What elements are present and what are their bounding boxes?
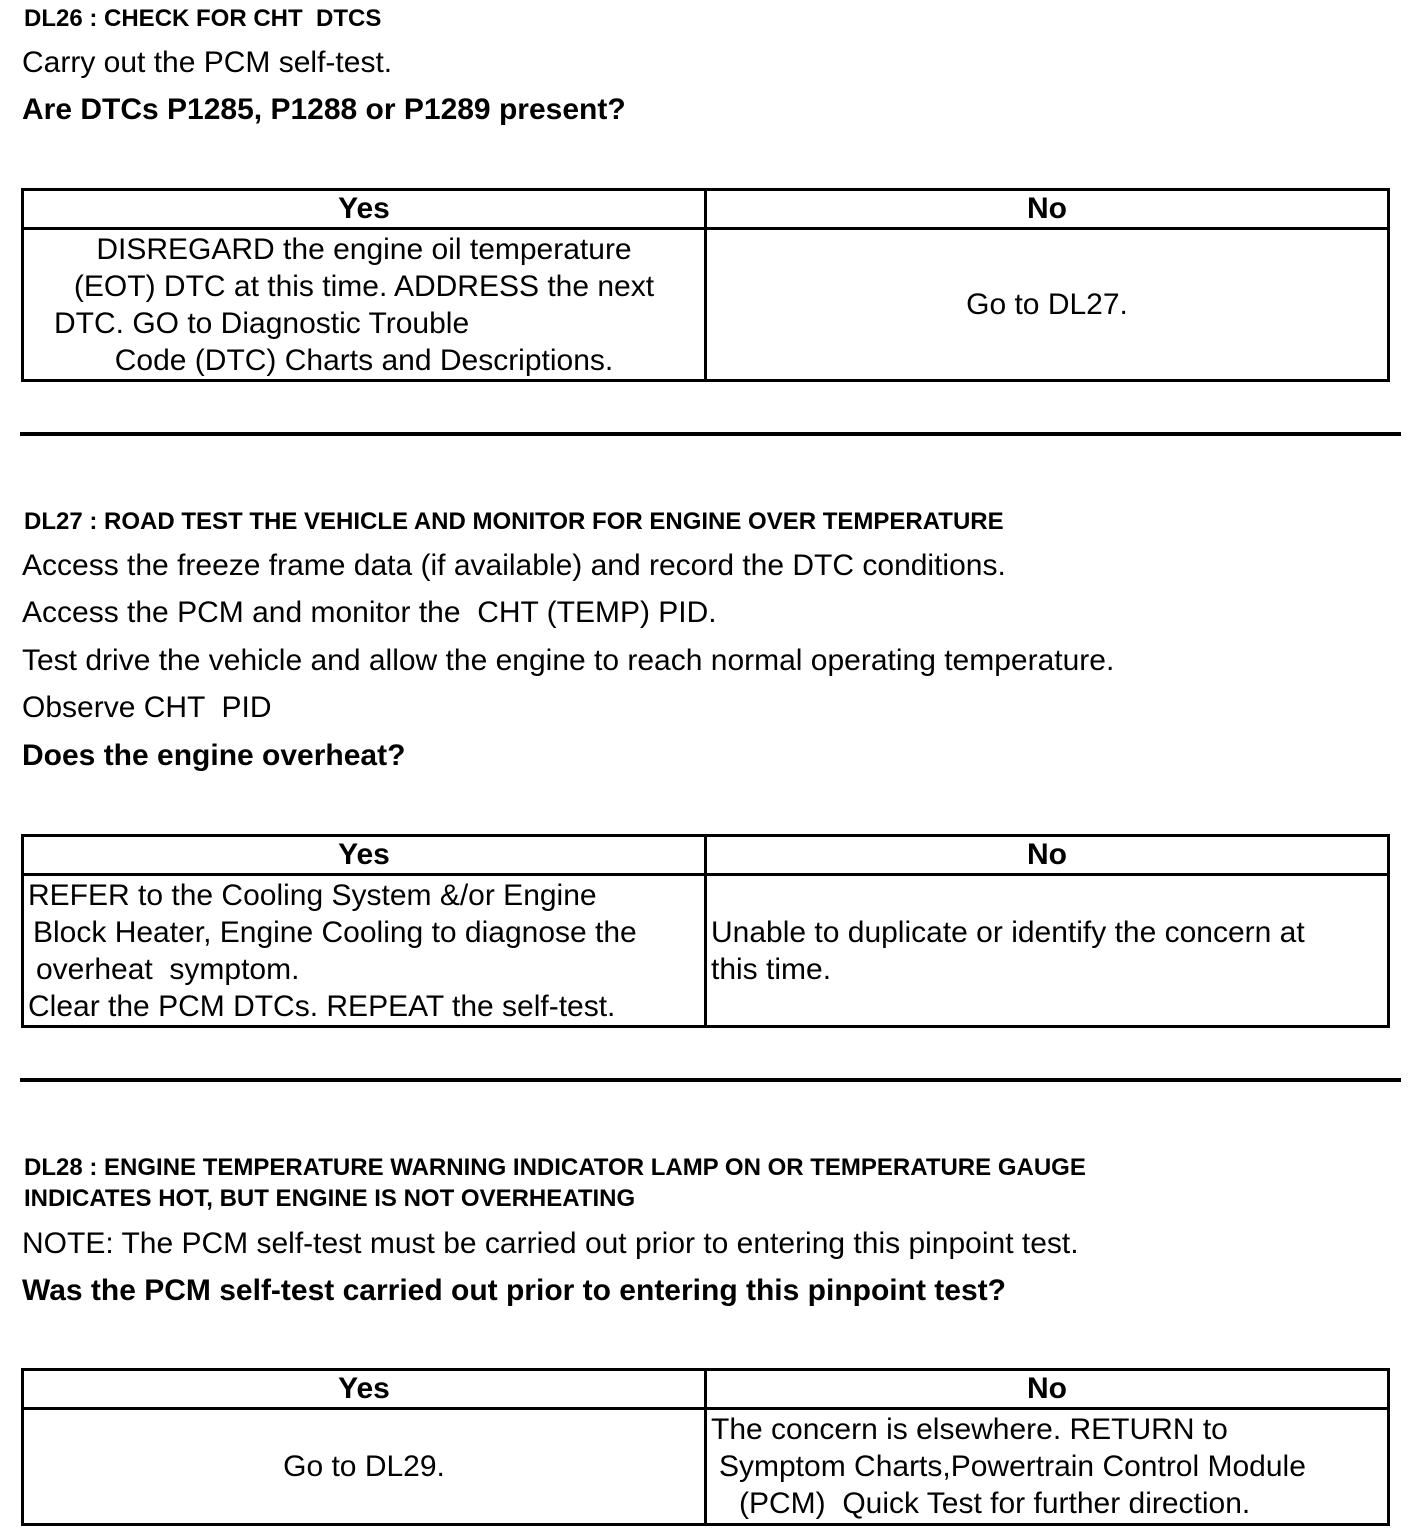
dl28-title-line-2: INDICATES HOT, BUT ENGINE IS NOT OVERHEATING <box>24 1185 636 1212</box>
dl27-no-line-2: this time. <box>711 952 832 986</box>
dl27-no-line-1: Unable to duplicate or identify the concern at <box>711 915 1305 949</box>
dl28-no-cell <box>706 1409 1389 1525</box>
dl26-no-cell <box>706 229 1389 381</box>
dl28-question: Was the PCM self-test carried out prior to entering this pinpoint test? <box>22 1274 1006 1307</box>
section-divider <box>20 432 1401 436</box>
dl26-no-header: No <box>706 190 1389 229</box>
dl28-no-line-2: Symptom Charts,Powertrain Control Module <box>719 1450 1306 1483</box>
dl28-yes-line-1: Go to DL29. <box>283 1450 445 1483</box>
dl27-title: DL27 : ROAD TEST THE VEHICLE AND MONITOR FOR ENGINE OVER TEMPERATURE <box>24 508 1004 535</box>
section-divider <box>20 1078 1401 1082</box>
dl28-yes-cell <box>23 1409 706 1525</box>
dl26-instruction: Carry out the PCM self-test. <box>22 46 393 79</box>
dl26-yes-header: Yes <box>23 190 706 229</box>
dl27-instruction-4: Observe CHT PID <box>22 691 272 724</box>
dl27-instruction-3: Test drive the vehicle and allow the engine to reach normal operating temperature. <box>22 644 1115 677</box>
dl27-instruction-1: Access the freeze frame data (if available) and record the DTC conditions. <box>22 549 1006 582</box>
dl27-yes-cell <box>23 875 706 1027</box>
dl26-yes-line-2: (EOT) DTC at this time. ADDRESS the next <box>73 269 655 303</box>
dl27-yes-header: Yes <box>23 836 706 875</box>
dl27-instruction-2: Access the PCM and monitor the CHT (TEMP) PID. <box>22 596 717 629</box>
dl28-no-header: No <box>706 1370 1389 1409</box>
dl28-decision-table <box>21 1368 1390 1526</box>
dl26-decision-table <box>21 188 1390 382</box>
dl26-yes-line-1: DISREGARD the engine oil temperature <box>96 232 632 266</box>
dl28-title-line-1: DL28 : ENGINE TEMPERATURE WARNING INDICATOR LAMP ON OR TEMPERATURE GAUGE <box>24 1154 1086 1181</box>
dl26-title: DL26 : CHECK FOR CHT DTCS <box>24 5 382 32</box>
dl26-yes-cell <box>23 229 706 381</box>
dl28-no-line-1: The concern is elsewhere. RETURN to <box>711 1413 1228 1446</box>
dl26-no-line-1: Go to DL27. <box>966 288 1128 321</box>
dl27-yes-line-3: overheat symptom. <box>36 952 300 986</box>
dl27-yes-line-2: Block Heater, Engine Cooling to diagnose the <box>33 915 637 949</box>
dl28-yes-header: Yes <box>23 1370 706 1409</box>
dl27-no-header: No <box>706 836 1389 875</box>
dl27-no-cell <box>706 875 1389 1027</box>
dl27-yes-line-4: Clear the PCM DTCs. REPEAT the self-test. <box>28 989 616 1023</box>
dl27-decision-table <box>21 834 1390 1028</box>
dl26-question: Are DTCs P1285, P1288 or P1289 present? <box>22 93 626 126</box>
dl26-yes-line-3: DTC. GO to Diagnostic Trouble <box>54 306 470 340</box>
dl26-yes-line-4: Code (DTC) Charts and Descriptions. <box>114 343 614 377</box>
dl27-question: Does the engine overheat? <box>22 739 406 772</box>
dl28-note: NOTE: The PCM self-test must be carried out prior to entering this pinpoint test. <box>22 1227 1079 1260</box>
dl28-no-line-3: (PCM) Quick Test for further direction. <box>739 1487 1251 1520</box>
dl27-yes-line-1: REFER to the Cooling System &/or Engine <box>28 878 597 912</box>
